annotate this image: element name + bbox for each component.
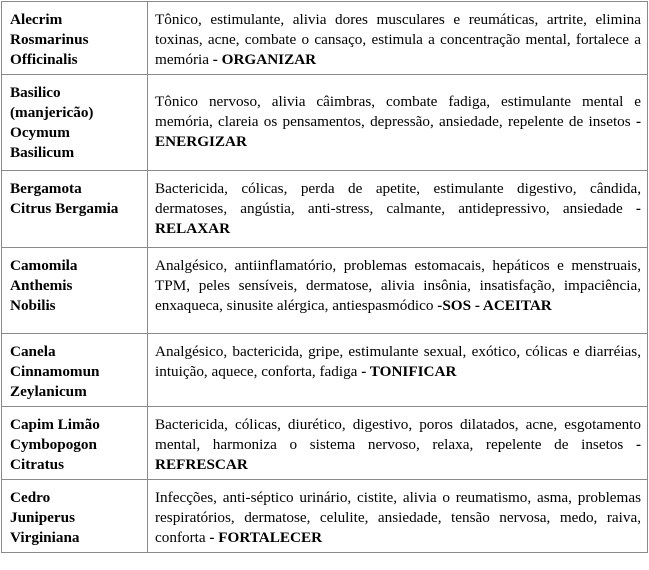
oil-keyword: - REFRESCAR	[155, 436, 641, 473]
essential-oils-table	[1, 1, 648, 553]
oil-name-line: Cedro	[10, 489, 51, 506]
oil-keyword: -SOS - ACEITAR	[433, 297, 552, 314]
oil-description-cell	[148, 407, 648, 480]
table-row	[2, 75, 648, 171]
oil-name-line: Zeylanicum	[10, 383, 87, 400]
oil-name-cell	[2, 248, 148, 334]
oil-description: Tônico nervoso, alivia câimbras, combate fadiga, estimulante mental e memória, clareia os pensamentos, depressão, ansiedade, repelente de insetos	[155, 93, 641, 130]
oil-description-cell	[148, 2, 648, 75]
oil-name-line: Citrus Bergamia	[10, 200, 119, 217]
oil-keyword: - ORGANIZAR	[208, 51, 317, 68]
oil-name-cell	[2, 75, 148, 171]
oil-description-cell	[148, 480, 648, 553]
oil-name-cell	[2, 480, 148, 553]
oil-keyword: - TONIFICAR	[357, 363, 457, 380]
oil-name-line: (manjericão)	[10, 104, 94, 121]
table-row	[2, 334, 648, 407]
oil-description: Bactericida, cólicas, perda de apetite, estimulante digestivo, cândida, dermatoses, angústia, anti-stress, calmante, antidepressivo, ansiedade	[155, 180, 641, 217]
oil-description-cell	[148, 171, 648, 248]
oil-description-cell	[148, 75, 648, 171]
oil-description: Tônico, estimulante, alivia dores musculares e reumáticas, artrite, elimina toxinas, acne, combate o cansaço, estimula a concentração mental, fortalece a memória	[155, 11, 641, 68]
oil-name-line: Camomila	[10, 257, 78, 274]
oil-name-line: Basilico	[10, 84, 61, 101]
oil-description-cell	[148, 334, 648, 407]
oil-name-line: Canela	[10, 343, 56, 360]
oil-name-line: Nobilis	[10, 297, 56, 314]
oil-keyword: - ENERGIZAR	[155, 113, 641, 150]
oil-description: Infecções, anti-séptico urinário, cistite, alivia o reumatismo, asma, problemas respiratórios, dermatose, celulite, ansiedade, tensão nervosa, medo, raiva, conforta	[155, 489, 641, 546]
table-row	[2, 171, 648, 248]
oil-name-line: Anthemis	[10, 277, 73, 294]
table-row	[2, 2, 648, 75]
oil-name-cell	[2, 171, 148, 248]
oil-name-line: Cinnamomun	[10, 363, 100, 380]
table-row	[2, 248, 648, 334]
oil-description-cell	[148, 248, 648, 334]
oil-name-line: Basilicum	[10, 144, 75, 161]
oil-name-cell	[2, 2, 148, 75]
table-row	[2, 480, 648, 553]
oil-description: Analgésico, bactericida, gripe, estimulante sexual, exótico, cólicas e diarréias, intuição, aquece, conforta, fadiga	[155, 343, 641, 380]
oil-name-cell	[2, 334, 148, 407]
oil-name-line: Virginiana	[10, 529, 80, 546]
oil-keyword: - FORTALECER	[205, 529, 323, 546]
oil-name-cell	[2, 407, 148, 480]
oil-name-line: Alecrim	[10, 11, 63, 28]
oil-description: Bactericida, cólicas, diurético, digestivo, poros dilatados, acne, esgotamento mental, harmoniza o sistema nervoso, relaxa, repelente de insetos	[155, 416, 641, 453]
oil-keyword: - RELAXAR	[155, 200, 641, 237]
oil-description: Analgésico, antiinflamatório, problemas estomacais, hepáticos e menstruais, TPM, peles sensíveis, dermatose, alivia insônia, insatisfação, impaciência, enxaqueca, sinusite alérgica, antiespasmódico	[155, 257, 641, 314]
oil-name-line: Cymbopogon	[10, 436, 97, 453]
oil-name-line: Ocymum	[10, 124, 70, 141]
table-row	[2, 407, 648, 480]
oil-name-line: Rosmarinus	[10, 31, 89, 48]
oil-name-line: Officinalis	[10, 51, 78, 68]
oil-name-line: Capim Limão	[10, 416, 100, 433]
oil-name-line: Bergamota	[10, 180, 82, 197]
oil-name-line: Citratus	[10, 456, 64, 473]
oil-name-line: Juniperus	[10, 509, 75, 526]
